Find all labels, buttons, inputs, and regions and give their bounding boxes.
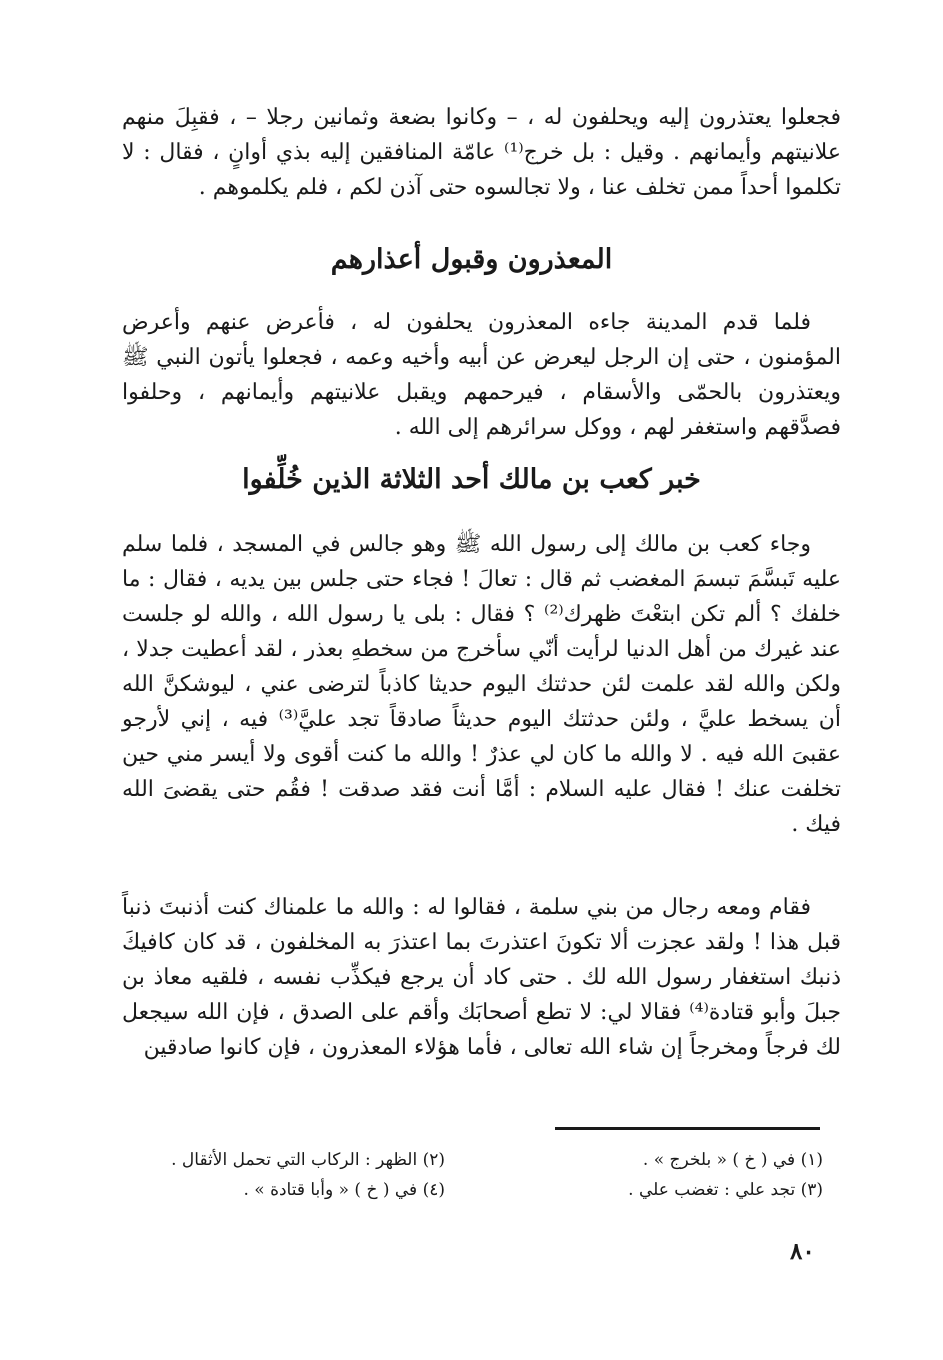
footnote-divider	[555, 1127, 820, 1130]
footnote-4: (٤) في ( خ ) « وأبا قتادة » .	[243, 1180, 445, 1200]
paragraph-kab-story: وجاء كعب بن مالك إلى رسول الله ﷺ وهو جالس في المسجد ، فلما سلم عليه تَبسَّمَ تبسمَ المغضب ثم قال : تعالَ ! فجاء حتى جلس بين يديه ، فقال : ما خلفك ؟ ألم تكن ابتعْتَ ظهرك⁽²⁾ ؟ فقال : بلى يا رسول الله ، والله لو جلست عند غيرك من أهل الدنيا لرأيت أنّي سأخرج من سخطهِ بعذر ، لقد أعطيت جدلا ، ولكن والله لقد علمت لئن حدثتك اليوم حديثا كاذباً لترضى عني ، ليوشكنَّ الله أن يسخط عليَّ ، ولئن حدثتك اليوم حديثاً صادقاً تجد عليَّ⁽³⁾ فيه ، إني لأرجو عقبىَ الله فيه . لا والله ما كان لي عذرٌ ! والله ما كنت أقوى ولا أيسر مني حين تخلفت عنك ! فقال عليه السلام : أمَّا أنت فقد صدقت ! فقُم حتى يقضىَ الله فيك .	[122, 532, 841, 837]
page-number: ٨٠	[790, 1238, 815, 1265]
section-heading-excusers: المعذرون وقبول أعذارهم	[330, 244, 613, 275]
section-heading-kab: خبر كعب بن مالك أحد الثلاثة الذين خُلِّفوا	[242, 464, 701, 495]
paragraph-excusers: فلما قدم المدينة جاءه المعذرون يحلفون له ، فأعرض عنهم وأعرض المؤمنون ، حتى إن الرجل ليعرض عن أبيه وأخيه وعمه ، فجعلوا يأتون النبي ﷺ ويعتذرون بالحمّى والأسقام ، فيرحمهم ويقبل علانيتهم وأيمانهم ، وحلفوا فصدَّقهم واستغفر لهم ، ووكل سرائرهم إلى الله .	[122, 310, 841, 440]
paragraph-bani-salima: فقام ومعه رجال من بني سلمة ، فقالوا له : والله ما علمناك كنت أذنبتَ ذنباً قبل هذا ! ولقد عجزت ألا تكونَ اعتذرتَ بما اعتذرَ به المخلفون ، قد كان كافيكَ ذنبك استغفار رسول الله لك . حتى كاد أن يرجع فيكذِّب نفسه ، فلقيه معاذ بن جبلَ وأبو قتادة⁽⁴⁾ فقالا لي: لا تطع أصحابَك وأقم على الصدق ، فإن الله سيجعل لك فرجاً ومخرجاً إن شاء الله تعالى ، فأما هؤلاء المعذرون ، فإن كانوا صادقين	[122, 895, 841, 1060]
footnote-2: (٢) الظهر : الركاب التي تحمل الأثقال .	[171, 1150, 445, 1170]
footnote-1: (١) في ( خ ) « بلخرج » .	[642, 1150, 823, 1170]
paragraph-opening: فجعلوا يعتذرون إليه ويحلفون له ، – وكانوا بضعة وثمانين رجلا – ، فقبِلَ منهم علانيتهم وأيمانهم . وقيل : بل خرج⁽¹⁾ عامّة المنافقين إليه بذي أوانٍ ، فقال : لا تكلموا أحداً ممن تخلف عنا ، ولا تجالسوه حتى آذن لكم ، فلم يكلموهم .	[122, 105, 841, 200]
footnote-3: (٣) تجد علي : تغضب علي .	[628, 1180, 823, 1200]
